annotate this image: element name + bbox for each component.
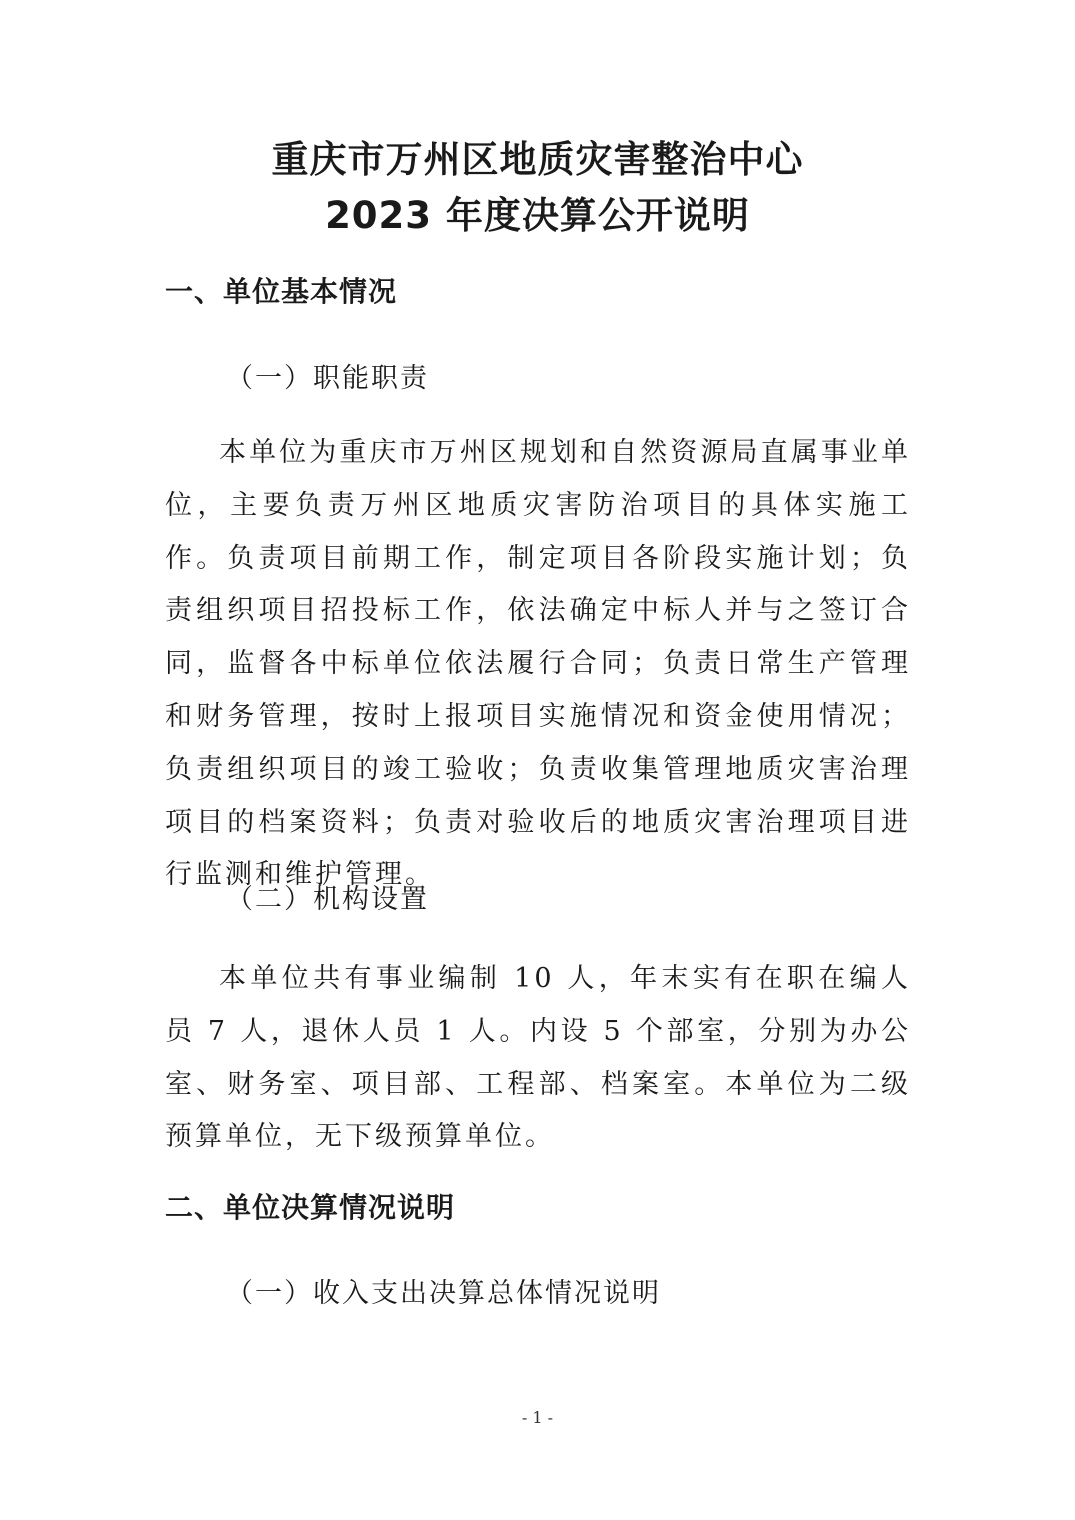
page-number: - 1 - (521, 1408, 554, 1427)
section2-heading: 二、单位决算情况说明 (165, 1191, 456, 1224)
section1-sub2-heading: （二）机构设置 (226, 884, 429, 915)
section1-sub2-paragraph: 本单位共有事业编制 10 人，年末实有在职在编人员 7 人，退休人员 1 人。内设 5 个部室，分别为办公室、财务室、项目部、工程部、档案室。本单位为二级预算单位，无下级预算单位。 (165, 963, 911, 1153)
section2-sub1-heading: （一）收入支出决算总体情况说明 (226, 1278, 661, 1309)
document-title-line2: 2023 年度决算公开说明 (325, 194, 750, 237)
section1-heading: 一、单位基本情况 (165, 275, 398, 308)
section1-sub1-heading: （一）职能职责 (226, 363, 429, 394)
document-title-line1: 重庆市万州区地质灾害整治中心 (271, 138, 804, 181)
section1-sub1-paragraph: 本单位为重庆市万州区规划和自然资源局直属事业单位，主要负责万州区地质灾害防治项目的具体实施工作。负责项目前期工作，制定项目各阶段实施计划；负责组织项目招投标工作，依法确定中标人并与之签订合同，监督各中标单位依法履行合同；负责日常生产管理和财务管理，按时上报项目实施情况和资金使用情况；负责组织项目的竣工验收；负责收集管理地质灾害治理项目的档案资料；负责对验收后的地质灾害治理项目进行监测和维护管理。 (165, 437, 911, 891)
